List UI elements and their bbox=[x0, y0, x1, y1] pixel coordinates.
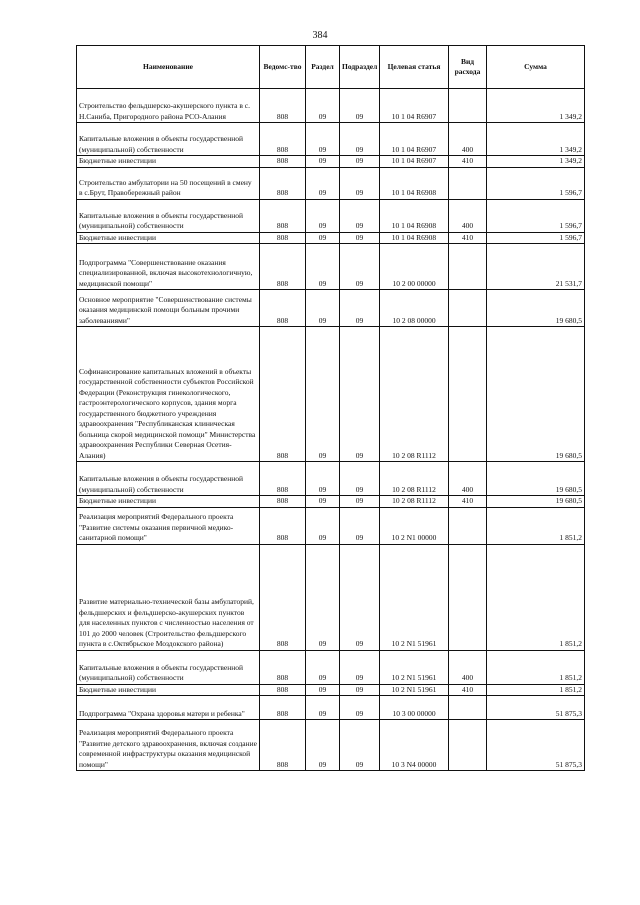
row-summa: 19 680,5 bbox=[487, 327, 585, 462]
row-razdel: 09 bbox=[306, 290, 340, 327]
table-row bbox=[77, 684, 585, 696]
row-vid: 400 bbox=[449, 123, 487, 156]
table-row bbox=[77, 123, 585, 156]
table-row bbox=[77, 462, 585, 496]
row-summa: 1 851,2 bbox=[487, 544, 585, 650]
row-summa: 1 349,2 bbox=[487, 89, 585, 123]
row-name: Подпрограмма "Охрана здоровья матери и ребенка" bbox=[77, 696, 260, 720]
row-vedomstvo: 808 bbox=[260, 720, 306, 771]
row-razdel: 09 bbox=[306, 696, 340, 720]
row-celevaya: 10 2 08 R1112 bbox=[380, 496, 449, 508]
row-summa: 21 531,7 bbox=[487, 244, 585, 290]
row-vedomstvo: 808 bbox=[260, 89, 306, 123]
header-vid: Вид расхода bbox=[449, 46, 487, 89]
row-celevaya: 10 1 04 R6907 bbox=[380, 156, 449, 168]
table-row bbox=[77, 244, 585, 290]
row-name: Строительство фельдшерско-акушерского пункта в с. Н.Саниба, Пригородного района РСО-Алания bbox=[77, 89, 260, 123]
row-celevaya: 10 1 04 R6908 bbox=[380, 199, 449, 232]
row-celevaya: 10 2 08 R1112 bbox=[380, 327, 449, 462]
row-summa: 1 349,2 bbox=[487, 156, 585, 168]
row-name: Капитальные вложения в объекты государственной (муниципальной) собственности bbox=[77, 462, 260, 496]
row-vid bbox=[449, 167, 487, 199]
row-vid: 410 bbox=[449, 156, 487, 168]
row-vedomstvo: 808 bbox=[260, 696, 306, 720]
row-vedomstvo: 808 bbox=[260, 244, 306, 290]
row-podrazdel: 09 bbox=[340, 462, 380, 496]
row-summa: 1 349,2 bbox=[487, 123, 585, 156]
row-podrazdel: 09 bbox=[340, 156, 380, 168]
row-name: Бюджетные инвестиции bbox=[77, 156, 260, 168]
table-row bbox=[77, 496, 585, 508]
row-summa: 19 680,5 bbox=[487, 462, 585, 496]
row-celevaya: 10 3 00 00000 bbox=[380, 696, 449, 720]
row-vid: 410 bbox=[449, 496, 487, 508]
row-name: Реализация мероприятий Федерального проекта "Развитие детского здравоохранения, включая создание современной инфраструктуры оказания медицинской помощи" bbox=[77, 720, 260, 771]
row-celevaya: 10 1 04 R6908 bbox=[380, 232, 449, 244]
row-summa: 1 851,2 bbox=[487, 684, 585, 696]
header-vedomstvo: Ведомс-тво bbox=[260, 46, 306, 89]
row-celevaya: 10 3 N4 00000 bbox=[380, 720, 449, 771]
row-podrazdel: 09 bbox=[340, 696, 380, 720]
row-podrazdel: 09 bbox=[340, 544, 380, 650]
row-razdel: 09 bbox=[306, 650, 340, 684]
row-summa: 1 851,2 bbox=[487, 507, 585, 544]
row-vid bbox=[449, 327, 487, 462]
row-name: Бюджетные инвестиции bbox=[77, 232, 260, 244]
row-name: Развитие материально-технической базы амбулаторий, фельдшерских и фельдшерско-акушерских пунктов для населенных пунктов с численностью населения от 101 до 2000 человек (Строительство фельдшерского пункта в с.Октябрьское Моздокского района) bbox=[77, 544, 260, 650]
row-name: Софинансирование капитальных вложений в объекты государственной собственности субъектов Российской Федерации (Реконструкция гинекологического, гастроэнтерологического корпусов, здания морга государственного бюджетного учреждения здравоохранения "Республиканская клиническая больница скорой медицинской помощи" Министерства здравоохранения Республики Северная Осетия-Алания) bbox=[77, 327, 260, 462]
row-name: Бюджетные инвестиции bbox=[77, 496, 260, 508]
row-razdel: 09 bbox=[306, 167, 340, 199]
row-podrazdel: 09 bbox=[340, 720, 380, 771]
row-razdel: 09 bbox=[306, 544, 340, 650]
row-celevaya: 10 2 08 00000 bbox=[380, 290, 449, 327]
row-podrazdel: 09 bbox=[340, 167, 380, 199]
row-vedomstvo: 808 bbox=[260, 327, 306, 462]
row-summa: 51 875,3 bbox=[487, 720, 585, 771]
row-vedomstvo: 808 bbox=[260, 167, 306, 199]
table-row bbox=[77, 650, 585, 684]
table-row bbox=[77, 720, 585, 771]
row-razdel: 09 bbox=[306, 244, 340, 290]
row-vid: 400 bbox=[449, 462, 487, 496]
row-name: Капитальные вложения в объекты государственной (муниципальной) собственности bbox=[77, 123, 260, 156]
row-summa: 19 680,5 bbox=[487, 496, 585, 508]
row-podrazdel: 09 bbox=[340, 327, 380, 462]
row-name: Подпрограмма "Совершенствование оказания специализированной, включая высокотехнологичную, медицинской помощи" bbox=[77, 244, 260, 290]
row-podrazdel: 09 bbox=[340, 496, 380, 508]
row-vid bbox=[449, 507, 487, 544]
table-row bbox=[77, 327, 585, 462]
table-row bbox=[77, 156, 585, 168]
row-celevaya: 10 2 N1 51961 bbox=[380, 544, 449, 650]
row-celevaya: 10 2 N1 51961 bbox=[380, 650, 449, 684]
row-podrazdel: 09 bbox=[340, 199, 380, 232]
row-podrazdel: 09 bbox=[340, 232, 380, 244]
table-row bbox=[77, 167, 585, 199]
row-vedomstvo: 808 bbox=[260, 496, 306, 508]
row-vid bbox=[449, 244, 487, 290]
table-row bbox=[77, 232, 585, 244]
row-celevaya: 10 2 N1 00000 bbox=[380, 507, 449, 544]
row-vid: 400 bbox=[449, 199, 487, 232]
row-razdel: 09 bbox=[306, 507, 340, 544]
row-vedomstvo: 808 bbox=[260, 544, 306, 650]
row-summa: 1 596,7 bbox=[487, 232, 585, 244]
table-row bbox=[77, 199, 585, 232]
row-razdel: 09 bbox=[306, 496, 340, 508]
row-vedomstvo: 808 bbox=[260, 199, 306, 232]
table-row bbox=[77, 89, 585, 123]
row-vid: 410 bbox=[449, 232, 487, 244]
row-razdel: 09 bbox=[306, 199, 340, 232]
row-summa: 1 851,2 bbox=[487, 650, 585, 684]
header-summa: Сумма bbox=[487, 46, 585, 89]
row-razdel: 09 bbox=[306, 720, 340, 771]
row-name: Реализация мероприятий Федерального проекта "Развитие системы оказания первичной медико-санитарной помощи" bbox=[77, 507, 260, 544]
row-vid bbox=[449, 290, 487, 327]
row-name: Основное мероприятие "Совершенствование системы оказания медицинской помощи больным прочими заболеваниями" bbox=[77, 290, 260, 327]
row-podrazdel: 09 bbox=[340, 290, 380, 327]
header-podrazdel: Подраздел bbox=[340, 46, 380, 89]
row-vedomstvo: 808 bbox=[260, 650, 306, 684]
table-row bbox=[77, 544, 585, 650]
row-razdel: 09 bbox=[306, 462, 340, 496]
row-razdel: 09 bbox=[306, 232, 340, 244]
row-podrazdel: 09 bbox=[340, 123, 380, 156]
page-number: 384 bbox=[312, 30, 328, 41]
row-vid bbox=[449, 544, 487, 650]
row-podrazdel: 09 bbox=[340, 244, 380, 290]
row-summa: 1 596,7 bbox=[487, 167, 585, 199]
row-summa: 19 680,5 bbox=[487, 290, 585, 327]
row-razdel: 09 bbox=[306, 156, 340, 168]
table-row bbox=[77, 696, 585, 720]
row-celevaya: 10 2 N1 51961 bbox=[380, 684, 449, 696]
row-name: Капитальные вложения в объекты государственной (муниципальной) собственности bbox=[77, 199, 260, 232]
row-celevaya: 10 1 04 R6907 bbox=[380, 123, 449, 156]
row-vid bbox=[449, 696, 487, 720]
row-vedomstvo: 808 bbox=[260, 507, 306, 544]
row-vedomstvo: 808 bbox=[260, 290, 306, 327]
row-razdel: 09 bbox=[306, 684, 340, 696]
budget-table bbox=[76, 45, 585, 771]
row-podrazdel: 09 bbox=[340, 650, 380, 684]
table-row bbox=[77, 507, 585, 544]
row-podrazdel: 09 bbox=[340, 89, 380, 123]
row-vedomstvo: 808 bbox=[260, 462, 306, 496]
row-vid: 410 bbox=[449, 684, 487, 696]
row-name: Капитальные вложения в объекты государственной (муниципальной) собственности bbox=[77, 650, 260, 684]
row-razdel: 09 bbox=[306, 123, 340, 156]
row-celevaya: 10 2 08 R1112 bbox=[380, 462, 449, 496]
header-name: Наименование bbox=[77, 46, 260, 89]
row-summa: 1 596,7 bbox=[487, 199, 585, 232]
row-name: Строительство амбулатории на 50 посещений в смену в с.Брут, Правобережный район bbox=[77, 167, 260, 199]
row-summa: 51 875,3 bbox=[487, 696, 585, 720]
table-row bbox=[77, 290, 585, 327]
row-celevaya: 10 1 04 R6908 bbox=[380, 167, 449, 199]
row-vedomstvo: 808 bbox=[260, 123, 306, 156]
row-podrazdel: 09 bbox=[340, 684, 380, 696]
row-razdel: 09 bbox=[306, 327, 340, 462]
header-celevaya: Целевая статья bbox=[380, 46, 449, 89]
row-vid bbox=[449, 720, 487, 771]
row-celevaya: 10 2 00 00000 bbox=[380, 244, 449, 290]
row-vedomstvo: 808 bbox=[260, 156, 306, 168]
table-header-row bbox=[77, 46, 585, 89]
row-name: Бюджетные инвестиции bbox=[77, 684, 260, 696]
row-vedomstvo: 808 bbox=[260, 684, 306, 696]
row-vid bbox=[449, 89, 487, 123]
row-vid: 400 bbox=[449, 650, 487, 684]
header-razdel: Раздел bbox=[306, 46, 340, 89]
row-vedomstvo: 808 bbox=[260, 232, 306, 244]
row-razdel: 09 bbox=[306, 89, 340, 123]
row-podrazdel: 09 bbox=[340, 507, 380, 544]
row-celevaya: 10 1 04 R6907 bbox=[380, 89, 449, 123]
